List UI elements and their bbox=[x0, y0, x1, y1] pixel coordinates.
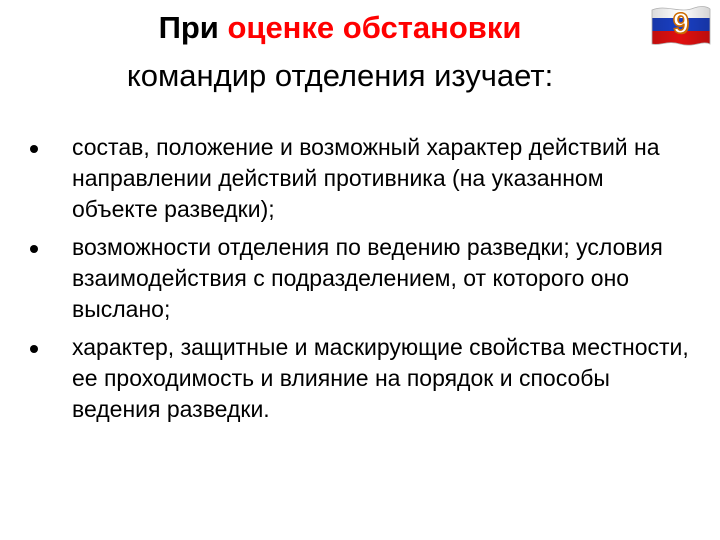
title-accent: оценке обстановки bbox=[227, 10, 522, 45]
list-item bbox=[30, 232, 690, 325]
list-item bbox=[30, 332, 690, 425]
list-item-text: состав, положение и возможный характер действий на направлении действий противника (на указанном объекте разведки); bbox=[72, 134, 660, 222]
list-item-text: характер, защитные и маскирующие свойства местности, ее проходимость и влияние на порядок и способы ведения разведки. bbox=[72, 334, 689, 422]
slide-number-badge bbox=[650, 4, 712, 50]
bullet-dot-icon bbox=[30, 245, 38, 253]
bullet-list bbox=[30, 132, 690, 432]
slide-title bbox=[40, 4, 640, 100]
list-item bbox=[30, 132, 690, 225]
title-line-1 bbox=[40, 4, 640, 52]
title-line-2: командир отделения изучает: bbox=[126, 58, 554, 93]
list-item-text: возможности отделения по ведению разведки; условия взаимодействия с подразделением, от которого оно выслано; bbox=[72, 234, 663, 322]
slide-number: 9 bbox=[672, 8, 690, 40]
bullet-dot-icon bbox=[30, 145, 38, 153]
bullet-dot-icon bbox=[30, 345, 38, 353]
title-prefix: При bbox=[158, 10, 228, 45]
